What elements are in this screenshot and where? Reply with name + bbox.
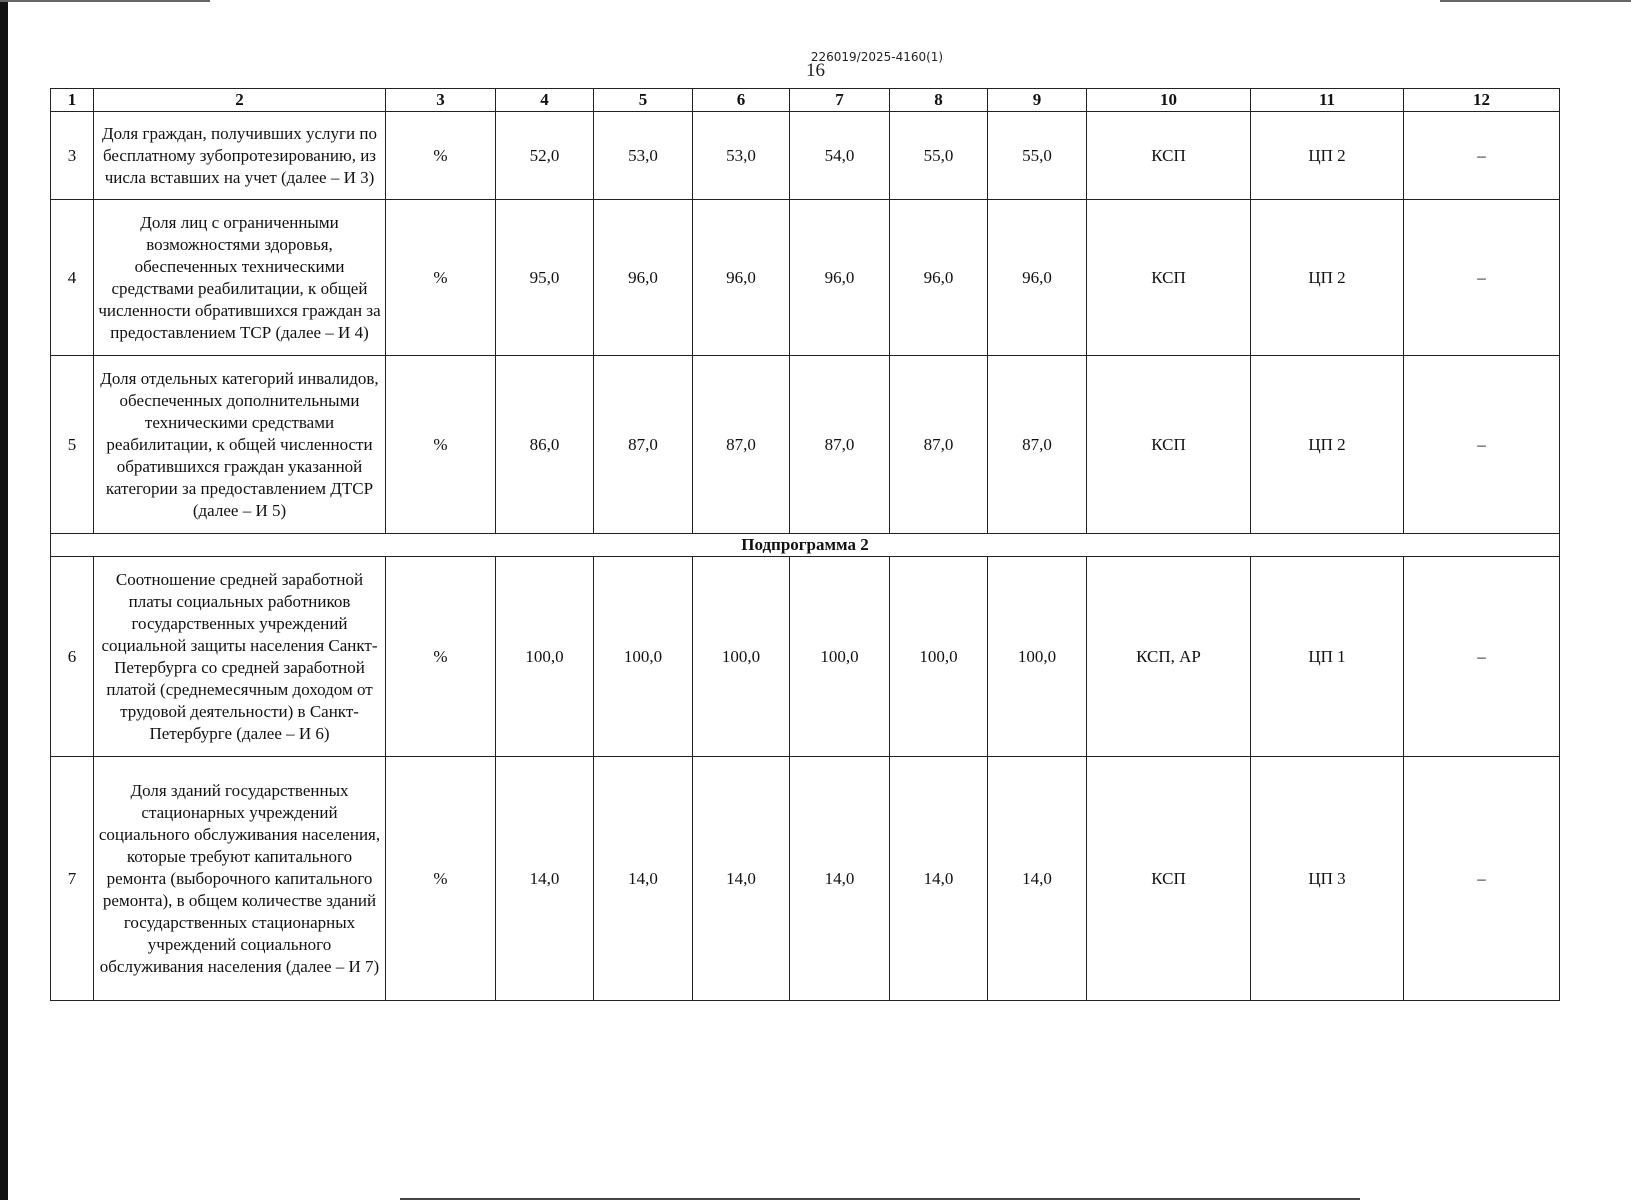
- value-cell: 100,0: [496, 557, 594, 757]
- value-cell: 100,0: [693, 557, 790, 757]
- value-cell: 95,0: [496, 200, 594, 356]
- header-cell: 6: [693, 89, 790, 112]
- value-cell: 87,0: [594, 356, 693, 534]
- header-cell: 7: [790, 89, 890, 112]
- page-number: 16: [806, 60, 825, 81]
- scan-top-edge-left: [0, 0, 210, 2]
- indicator-name: Соотношение средней заработной платы социальных работников государственных учреждений социальной защиты населения Санкт-Петербурга со средней заработной платой (среднемесячным доходом от трудовой деятельности) в Санкт-Петербурге (далее – И 6): [94, 557, 386, 757]
- header-cell: 9: [988, 89, 1087, 112]
- header-cell: 12: [1404, 89, 1560, 112]
- source-cell: КСП: [1087, 757, 1251, 1001]
- scan-top-edge-right: [1440, 0, 1631, 2]
- target-cell: ЦП 1: [1251, 557, 1404, 757]
- row-number: 7: [51, 757, 94, 1001]
- table-row: [51, 200, 1560, 356]
- source-cell: КСП: [1087, 200, 1251, 356]
- document-stamp: 226019/2025-4160(1): [810, 50, 944, 64]
- indicator-name: Доля отдельных категорий инвалидов, обеспеченных дополнительными техническими средствами реабилитации, к общей численности обратившихся граждан указанной категории за предоставлением ДТСР (далее – И 5): [94, 356, 386, 534]
- source-cell: КСП: [1087, 112, 1251, 200]
- unit-cell: %: [386, 757, 496, 1001]
- value-cell: 55,0: [890, 112, 988, 200]
- row-number: 3: [51, 112, 94, 200]
- section-title: Подпрограмма 2: [51, 534, 1560, 557]
- value-cell: 100,0: [988, 557, 1087, 757]
- indicator-name: Доля лиц с ограниченными возможностями здоровья, обеспеченных техническими средствами реабилитации, к общей численности обратившихся граждан за предоставлением ТСР (далее – И 4): [94, 200, 386, 356]
- note-cell: –: [1404, 200, 1560, 356]
- note-cell: –: [1404, 356, 1560, 534]
- value-cell: 96,0: [790, 200, 890, 356]
- header-cell: 8: [890, 89, 988, 112]
- value-cell: 100,0: [890, 557, 988, 757]
- source-cell: КСП, АР: [1087, 557, 1251, 757]
- header-cell: 2: [94, 89, 386, 112]
- value-cell: 87,0: [693, 356, 790, 534]
- table-row: [51, 757, 1560, 1001]
- value-cell: 87,0: [890, 356, 988, 534]
- header-row: [51, 89, 1560, 112]
- unit-cell: %: [386, 557, 496, 757]
- header-cell: 10: [1087, 89, 1251, 112]
- value-cell: 87,0: [988, 356, 1087, 534]
- value-cell: 96,0: [988, 200, 1087, 356]
- table-row: [51, 112, 1560, 200]
- value-cell: 87,0: [790, 356, 890, 534]
- value-cell: 100,0: [790, 557, 890, 757]
- value-cell: 53,0: [693, 112, 790, 200]
- header-cell: 5: [594, 89, 693, 112]
- value-cell: 14,0: [693, 757, 790, 1001]
- unit-cell: %: [386, 200, 496, 356]
- value-cell: 96,0: [890, 200, 988, 356]
- source-cell: КСП: [1087, 356, 1251, 534]
- note-cell: –: [1404, 557, 1560, 757]
- target-cell: ЦП 2: [1251, 356, 1404, 534]
- value-cell: 53,0: [594, 112, 693, 200]
- target-cell: ЦП 2: [1251, 200, 1404, 356]
- value-cell: 54,0: [790, 112, 890, 200]
- row-number: 5: [51, 356, 94, 534]
- indicator-name: Доля зданий государственных стационарных учреждений социального обслуживания населения, которые требуют капитального ремонта (выборочного капитального ремонта), в общем количестве зданий государственных стационарных учреждений социального обслуживания населения (далее – И 7): [94, 757, 386, 1001]
- table-row: [51, 356, 1560, 534]
- value-cell: 86,0: [496, 356, 594, 534]
- row-number: 4: [51, 200, 94, 356]
- unit-cell: %: [386, 356, 496, 534]
- value-cell: 14,0: [496, 757, 594, 1001]
- value-cell: 55,0: [988, 112, 1087, 200]
- header-cell: 1: [51, 89, 94, 112]
- indicator-name: Доля граждан, получивших услуги по бесплатному зубопротезированию, из числа вставших на учет (далее – И 3): [94, 112, 386, 200]
- indicators-table: [50, 88, 1560, 1001]
- row-number: 6: [51, 557, 94, 757]
- scan-left-edge: [0, 0, 8, 1200]
- header-cell: 11: [1251, 89, 1404, 112]
- value-cell: 96,0: [594, 200, 693, 356]
- note-cell: –: [1404, 757, 1560, 1001]
- target-cell: ЦП 2: [1251, 112, 1404, 200]
- value-cell: 14,0: [790, 757, 890, 1001]
- value-cell: 96,0: [693, 200, 790, 356]
- value-cell: 52,0: [496, 112, 594, 200]
- section-row: [51, 534, 1560, 557]
- header-cell: 4: [496, 89, 594, 112]
- target-cell: ЦП 3: [1251, 757, 1404, 1001]
- value-cell: 100,0: [594, 557, 693, 757]
- note-cell: –: [1404, 112, 1560, 200]
- header-cell: 3: [386, 89, 496, 112]
- value-cell: 14,0: [594, 757, 693, 1001]
- unit-cell: %: [386, 112, 496, 200]
- table-row: [51, 557, 1560, 757]
- value-cell: 14,0: [890, 757, 988, 1001]
- value-cell: 14,0: [988, 757, 1087, 1001]
